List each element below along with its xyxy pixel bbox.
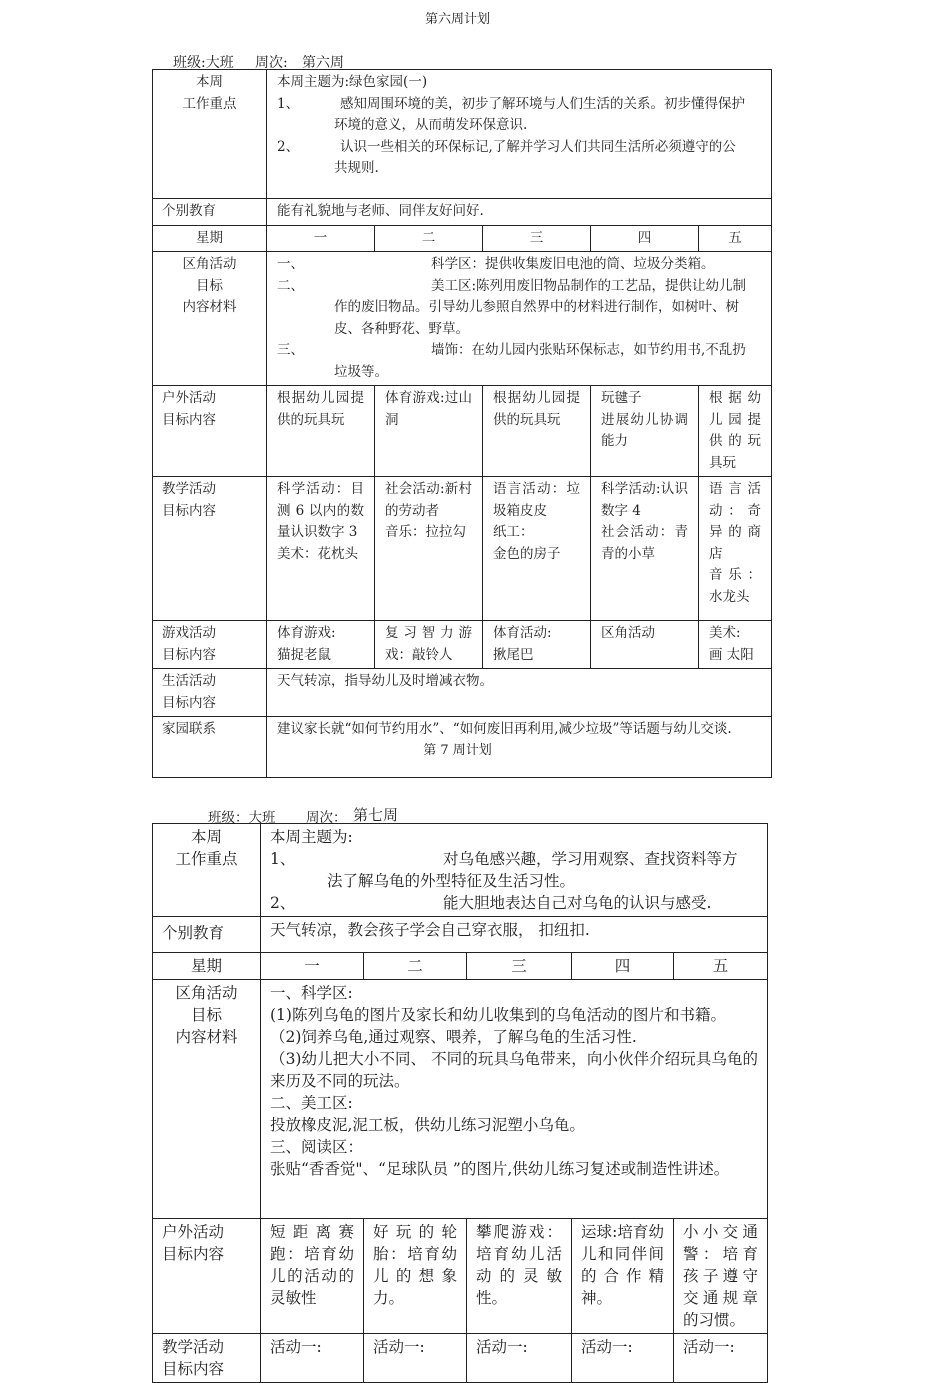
- week7-outdoor-cell: 小小交通警：培育孩子遵守交通规章的习惯。: [674, 1219, 768, 1334]
- week7-day: 二: [364, 953, 467, 980]
- week7-area-line: （3)幼儿把大小不同、 不同的玩具乌龟带来，向小伙伴介绍玩具乌龟的来历及不同的玩法。: [270, 1050, 759, 1090]
- week6-outdoor-row: [153, 386, 772, 477]
- week7-area-line: 二、美工区:: [270, 1094, 353, 1112]
- week7-individual-text: 天气转凉，教会孩子学会自己穿衣服， 扣纽扣.: [261, 917, 768, 953]
- week7-caption: 第 7 周计划: [423, 743, 492, 758]
- week6-area-row: [153, 252, 772, 386]
- week6-individual-text: 能有礼貌地与老师、同伴友好问好.: [267, 199, 772, 226]
- area-text: 科学区：提供收集废旧电池的筒、垃圾分类箱。: [431, 256, 715, 272]
- week7-outdoor-cell: 攀爬游戏：培育幼儿活动的灵敏性。: [467, 1219, 572, 1334]
- week6-focus-row: [153, 70, 772, 199]
- row-label-line: 户外活动: [162, 390, 216, 406]
- row-label-line: 生活活动: [162, 673, 216, 689]
- week6-teach-cell: 社会活动:新村的劳动者 音乐：拉拉勾: [375, 477, 483, 621]
- focus-text: 能大胆地表达自己对乌龟的认识与感受.: [443, 894, 712, 912]
- week7-theme: 本周主题为:: [270, 828, 353, 846]
- area-label-line: 区角活动: [175, 984, 238, 1002]
- week7-area-line: 投放橡皮泥,泥工板，供幼儿练习泥塑小乌龟。: [270, 1116, 585, 1134]
- week6-day: 二: [375, 225, 483, 252]
- week7-area-line: 张贴“香香觉"、“足球队员 ”的图片,供幼儿练习复述或制造性讲述。: [270, 1160, 730, 1178]
- week7-outdoor-cell: 短距离赛跑：培育幼儿的活动的灵敏性: [261, 1219, 364, 1334]
- week7-weekday-label: 星期: [153, 953, 261, 980]
- row-label-line: 游戏活动: [162, 625, 216, 641]
- week7-area-row: [153, 980, 768, 1219]
- week6-individual-row: [153, 199, 772, 226]
- week7-teach-label: [153, 1334, 261, 1383]
- week7-teach-cell: 活动一:: [674, 1334, 768, 1383]
- week7-focus-row: [153, 824, 768, 917]
- week6-focus-2: [277, 137, 761, 159]
- week7-weekday-row: [153, 953, 768, 980]
- focus-label-line: 本周: [190, 828, 222, 846]
- week7-area-content: [261, 980, 768, 1219]
- week6-focus-1: [277, 94, 761, 116]
- item-number: 2、: [270, 894, 296, 912]
- week6-game-row: [153, 621, 772, 669]
- week6-outdoor-cell: 根据幼儿园提供的玩具玩: [267, 386, 375, 477]
- week7-outdoor-row: [153, 1219, 768, 1334]
- focus-text: 对乌龟感兴趣，学习用观察、查找资料等方: [443, 850, 738, 868]
- week7-focus-2: [270, 892, 758, 914]
- item-number: 三、: [277, 342, 304, 358]
- focus-text: 认识一些相关的环保标记,了解并学习人们共同生活所必须遵守的公: [340, 138, 736, 155]
- week7-plan-table: [152, 823, 768, 1383]
- week7-focus-1: [270, 848, 758, 870]
- row-label-line: 目标内容: [162, 1245, 225, 1263]
- week6-area-2: [277, 276, 761, 298]
- week6-individual-label: 个别教育: [153, 199, 267, 226]
- week6-game-cell: 美术: 画 太阳: [699, 621, 772, 669]
- week7-focus-1-cont: 法了解乌龟的外型特征及生活习性。: [327, 872, 576, 890]
- week6-teach-cell: 语言活动：垃圾箱皮皮 纸工： 金色的房子: [483, 477, 591, 621]
- week7-area-line: （2)饲养乌龟,通过观察、喂养，了解乌龟的生活习性.: [270, 1028, 637, 1046]
- item-number: 一、: [277, 256, 304, 272]
- week6-game-cell: 体育游戏: 猫捉老鼠: [267, 621, 375, 669]
- row-label-line: 目标内容: [162, 646, 216, 663]
- week7-outdoor-label: [153, 1219, 261, 1334]
- week7-class: 班级：大班: [208, 810, 276, 826]
- week6-outdoor-cell: 根据幼儿园提供的玩具玩: [699, 386, 772, 477]
- week6-class: 班级:大班: [173, 55, 234, 71]
- week6-teach-cell: 语 言 活 动：奇异的商店 音乐：水龙头: [699, 477, 772, 621]
- week7-day: 三: [467, 953, 572, 980]
- week6-area-2-cont: 作的废旧物品。引导幼儿参照自然界中的材料进行制作，如树叶、树: [334, 299, 739, 315]
- week7-teach-cell: 活动一:: [261, 1334, 364, 1383]
- week6-outdoor-cell: 根据幼儿园提供的玩具玩: [483, 386, 591, 477]
- week7-week-value: 第七周: [353, 806, 399, 824]
- week6-game-label: [153, 621, 267, 669]
- week6-area-label: [153, 252, 267, 386]
- week7-outdoor-cell: 运球:培育幼儿和同伴间的合作精神。: [572, 1219, 674, 1334]
- week6-day: 三: [483, 225, 591, 252]
- row-label-line: 目标内容: [162, 1360, 225, 1378]
- item-number: 二、: [277, 277, 304, 294]
- row-label-line: 目标内容: [162, 411, 216, 428]
- week6-focus-content: [267, 70, 772, 199]
- focus-text: 感知周围环境的美，初步了解环境与人们生活的关系。初步懂得保护: [340, 95, 745, 112]
- week6-teach-label: [153, 477, 267, 621]
- week6-area-2-cont: 皮、各种野花、野草。: [334, 320, 469, 337]
- week6-game-cell: 复 习 智 力 游戏：敲铃人: [375, 621, 483, 669]
- week6-plan-table: [152, 69, 772, 778]
- week7-individual-row: [153, 917, 768, 953]
- week6-area-content: [267, 252, 772, 386]
- focus-label-line: 工作重点: [182, 95, 237, 112]
- week7-teach-cell: 活动一:: [572, 1334, 674, 1383]
- week6-outdoor-label: [153, 386, 267, 477]
- week6-focus-1-cont: 环境的意义，从而萌发环保意识.: [334, 117, 528, 133]
- week7-week-label: 周次：: [306, 810, 347, 826]
- area-label-line: 目标: [196, 277, 223, 294]
- week7-teach-row: [153, 1334, 768, 1383]
- week6-area-1: [277, 254, 761, 276]
- week7-outdoor-cell: 好玩的轮胎：培育幼儿的想象力。: [364, 1219, 467, 1334]
- row-label-line: 目标内容: [162, 694, 216, 711]
- week6-teach-row: [153, 477, 772, 621]
- item-number: 2、: [277, 138, 300, 155]
- week6-home-label: 家园联系: [153, 717, 267, 778]
- area-text: 美工区:陈列用废旧物品制作的工艺品，提供让幼儿制: [431, 277, 747, 294]
- focus-label-line: 工作重点: [175, 850, 238, 868]
- week7-focus-label: [153, 824, 261, 917]
- week7-area-line: 一、科学区:: [270, 984, 353, 1002]
- week6-weekday-label: 星期: [153, 225, 267, 252]
- row-label-line: 目标内容: [162, 502, 216, 519]
- week6-area-3: [277, 340, 761, 362]
- week7-focus-content: [261, 824, 768, 917]
- row-label-line: 教学活动: [162, 1338, 225, 1356]
- item-number: 1、: [270, 850, 296, 868]
- week7-area-label: [153, 980, 261, 1219]
- week6-focus-2-cont: 共规则.: [334, 160, 379, 176]
- row-label-line: 教学活动: [162, 481, 216, 497]
- week6-focus-label: [153, 70, 267, 199]
- focus-label-line: 本周: [196, 74, 223, 90]
- week7-day: 一: [261, 953, 364, 980]
- week6-life-text: 天气转凉，指导幼儿及时增减衣物。: [267, 669, 772, 717]
- area-text: 墙饰：在幼儿园内张贴环保标志，如节约用书,不乱扔: [431, 342, 746, 358]
- week6-teach-cell: 科学活动:认识数字 4 社会活动：青青的小草: [591, 477, 699, 621]
- week7-area-line: (1)陈列乌龟的图片及家长和幼儿收集到的乌龟活动的图片和书籍。: [270, 1006, 726, 1024]
- week6-game-cell: 区角活动: [591, 621, 699, 669]
- item-number: 1、: [277, 95, 300, 112]
- area-label-line: 目标: [190, 1006, 222, 1024]
- week6-weekday-row: [153, 225, 772, 252]
- week6-theme: 本周主题为:绿色家园(一): [277, 74, 428, 90]
- week6-area-3-cont: 垃圾等。: [334, 363, 388, 380]
- week6-outdoor-cell: 玩毽子 进展幼儿协调能力: [591, 386, 699, 477]
- week6-teach-cell: 科学活动：目测 6 以内的数量认识数字 3 美术：花枕头: [267, 477, 375, 621]
- row-label-line: 户外活动: [162, 1223, 225, 1241]
- week6-game-cell: 体育活动: 揪尾巴: [483, 621, 591, 669]
- week6-day: 四: [591, 225, 699, 252]
- week6-life-label: [153, 669, 267, 717]
- week6-week-label: 周次:: [255, 55, 288, 71]
- week6-life-row: [153, 669, 772, 717]
- week6-outdoor-cell: 体育游戏:过山洞: [375, 386, 483, 477]
- week6-caption: 第六周计划: [424, 12, 490, 27]
- week7-day: 五: [674, 953, 768, 980]
- area-label-line: 内容材料: [182, 299, 237, 315]
- week6-week-value: 第六周: [302, 55, 344, 71]
- area-label-line: 区角活动: [182, 256, 237, 272]
- week6-home-text: 建议家长就“如何节约用水”、“如何废旧再利用,减少垃圾”等话题与幼儿交谈.: [267, 717, 772, 778]
- area-label-line: 内容材料: [175, 1028, 238, 1046]
- week7-teach-cell: 活动一:: [467, 1334, 572, 1383]
- week7-area-line: 三、阅读区：: [270, 1138, 364, 1156]
- week6-day: 五: [699, 225, 772, 252]
- week7-individual-label: 个别教育: [153, 917, 261, 953]
- week6-day: 一: [267, 225, 375, 252]
- week7-day: 四: [572, 953, 674, 980]
- week7-teach-cell: 活动一:: [364, 1334, 467, 1383]
